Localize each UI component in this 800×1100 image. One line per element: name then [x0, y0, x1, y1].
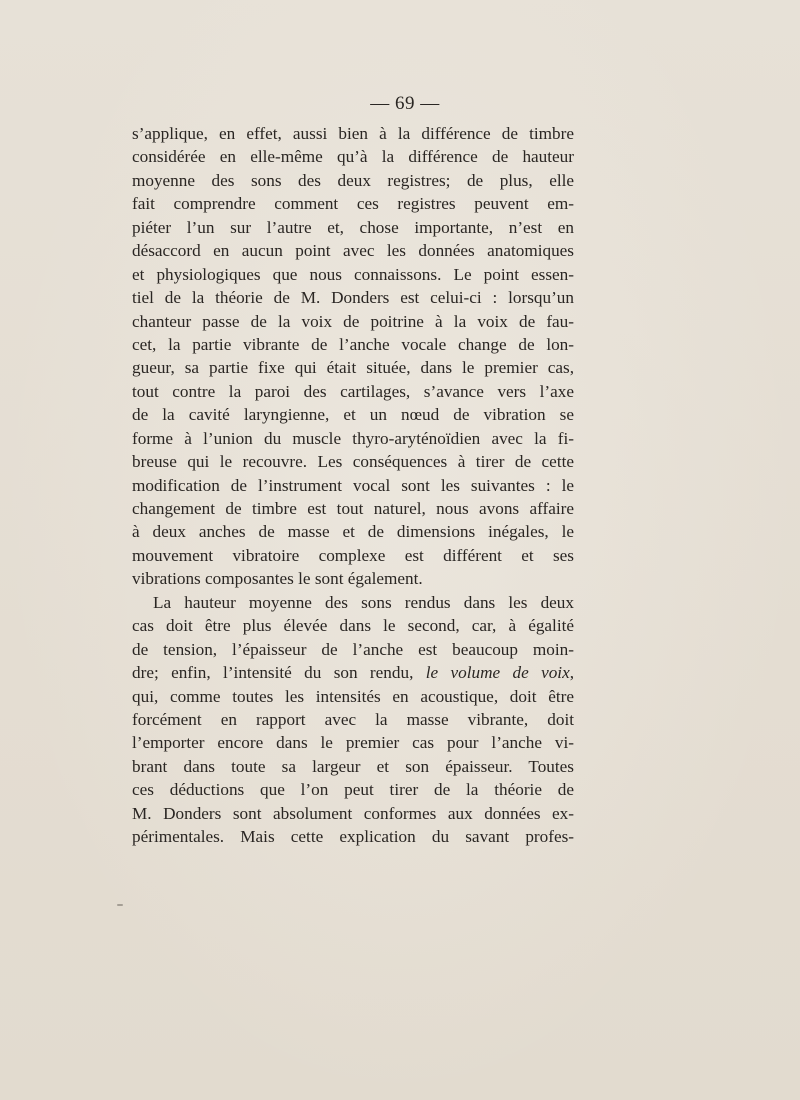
italic-phrase: le volume de voix — [425, 663, 570, 683]
text-line: chanteur passe de la voix de poitrine à la voix de fau- — [132, 311, 574, 331]
text-line: s’applique, en effet, aussi bien à la différence de timbre — [132, 124, 574, 143]
text-line: de tension, l’épaisseur de l’anche est beaucoup moin- — [132, 639, 574, 659]
text-line: tiel de la théorie de M. Donders est celui-ci : lorsqu’un — [132, 288, 574, 308]
text-line: et physiologiques que nous connaissons. Le point essen- — [132, 264, 574, 284]
text-line: à deux anches de masse et de dimensions inégales, le — [132, 522, 574, 542]
paragraph — [132, 591, 574, 849]
paper-speck — [117, 904, 123, 906]
text-line: vibrations composantes le sont également. — [132, 569, 423, 589]
text-line: brant dans toute sa largeur et son épaisseur. Toutes — [132, 756, 574, 776]
page-number: — 69 — — [370, 93, 440, 114]
body-text — [132, 122, 574, 849]
text-line: qui, comme toutes les intensités en acoustique, doit être — [132, 686, 574, 706]
text-line: cet, la partie vibrante de l’anche vocale change de lon- — [132, 334, 574, 354]
text-line: désaccord en aucun point avec les données anatomiques — [132, 241, 574, 261]
text-line: périmentales. Mais cette explication du savant profes- — [132, 827, 574, 847]
text-line: M. Donders sont absolument conformes aux données ex- — [132, 803, 574, 823]
text-line — [132, 661, 574, 684]
text-segment: , — [569, 663, 574, 683]
text-line: cas doit être plus élevée dans le second, car, à égalité — [132, 616, 574, 636]
text-line: forcément en rapport avec la masse vibrante, doit — [132, 709, 574, 729]
text-line: considérée en elle-même qu’à la différence de hauteur — [132, 147, 574, 167]
text-line: mouvement vibratoire complexe est différent et ses — [132, 545, 574, 565]
text-line: modification de l’instrument vocal sont les suivantes : le — [132, 475, 574, 495]
text-line: La hauteur moyenne des sons rendus dans les deux — [153, 592, 574, 612]
text-line: ces déductions que l’on peut tirer de la théorie de — [132, 780, 574, 800]
text-line: tout contre la paroi des cartilages, s’avance vers l’axe — [132, 381, 574, 401]
text-line: forme à l’union du muscle thyro-aryténoïdien avec la fi- — [132, 428, 574, 448]
text-line: moyenne des sons des deux registres; de plus, elle — [132, 170, 574, 190]
text-line: changement de timbre est tout naturel, nous avons affaire — [132, 499, 574, 518]
text-line: l’emporter encore dans le premier cas pour l’anche vi- — [132, 733, 574, 753]
text-line: de la cavité laryngienne, et un nœud de vibration se — [132, 405, 574, 425]
text-line: gueur, sa partie fixe qui était située, dans le premier cas, — [132, 358, 574, 378]
text-segment: dre; enfin, l’intensité du son rendu, — [132, 663, 426, 683]
text-line: fait comprendre comment ces registres peuvent em- — [132, 194, 574, 214]
text-line: breuse qui le recouvre. Les conséquences à tirer de cette — [132, 452, 574, 472]
paragraph — [132, 122, 574, 591]
text-line: piéter l’un sur l’autre et, chose importante, n’est en — [132, 217, 574, 237]
